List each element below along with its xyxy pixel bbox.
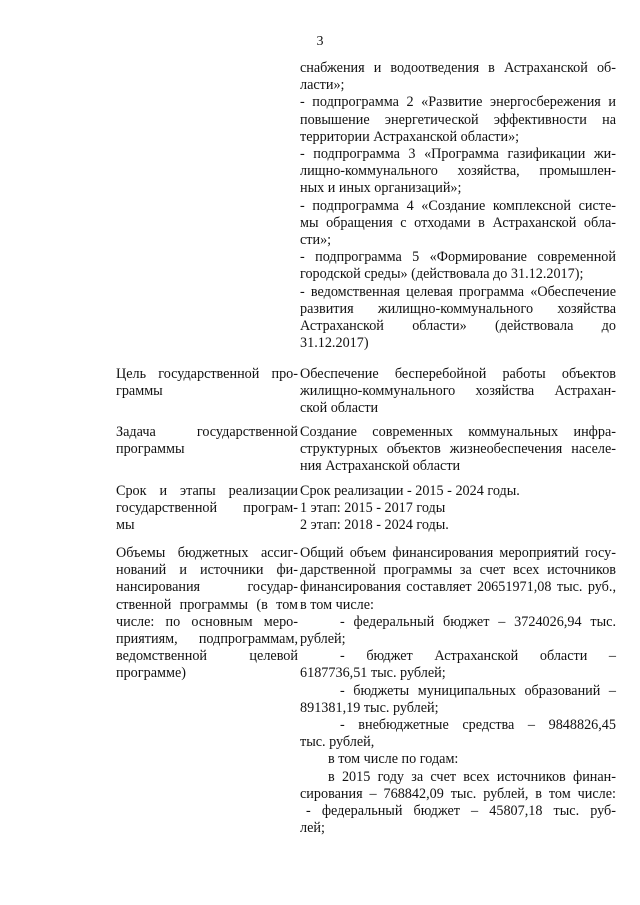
text-line: - федеральный бюджет – 45807,18 тыс. руб- bbox=[306, 803, 616, 820]
term-label bbox=[116, 483, 298, 535]
text-line: - ведомственная целевая программа «Обеспечение bbox=[300, 283, 616, 300]
text-line: Создание современных коммунальных инфра- bbox=[300, 424, 616, 440]
text-line: ственной программы (в том bbox=[116, 596, 298, 613]
text-line: - подпрограмма 5 «Формирование современной bbox=[300, 249, 616, 266]
text-line: сти»; bbox=[300, 232, 332, 249]
goal-label bbox=[116, 366, 298, 400]
text-line: 1 этап: 2015 - 2017 годы bbox=[300, 500, 446, 517]
text-line: сирования – 768842,09 тыс. рублей, в том числе: bbox=[300, 785, 616, 802]
text-line: граммы bbox=[116, 383, 163, 400]
text-line: приятиям, подпрограммам, bbox=[116, 631, 298, 648]
text-line: числе: по основным меро- bbox=[116, 613, 298, 630]
text-line: дарственной программы за счет всех источников bbox=[300, 562, 616, 579]
text-line: 2 этап: 2018 - 2024 годы. bbox=[300, 517, 449, 534]
text-line: нований и источники фи- bbox=[116, 562, 298, 579]
text-line: - подпрограмма 2 «Развитие энергосбережения и bbox=[300, 94, 616, 111]
text-line: ведомственной целевой bbox=[116, 648, 298, 665]
text-line: мы обращения с отходами в Астраханской обла- bbox=[300, 214, 616, 231]
text-line: в том числе: bbox=[300, 596, 374, 613]
text-line: структурных объектов жизнеобеспечения населе- bbox=[300, 441, 616, 458]
task-label bbox=[116, 424, 298, 458]
text-line: программе) bbox=[116, 665, 186, 682]
text-line: Общий объем финансирования мероприятий госу- bbox=[300, 545, 616, 561]
text-line: - подпрограмма 4 «Создание комплексной систе- bbox=[300, 197, 616, 214]
text-line: развития жилищно-коммунального хозяйства bbox=[300, 300, 616, 317]
term-value bbox=[300, 483, 616, 535]
text-line: 31.12.2017) bbox=[300, 335, 369, 352]
text-line: - подпрограмма 3 «Программа газификации жи- bbox=[300, 146, 616, 163]
text-line: - бюджеты муниципальных образований – bbox=[340, 682, 616, 699]
text-line: - федеральный бюджет – 3724026,94 тыс. bbox=[340, 613, 616, 630]
text-line: ния Астраханской области bbox=[300, 458, 461, 475]
text-line: программы bbox=[116, 441, 185, 458]
text-line: в том числе по годам: bbox=[328, 751, 459, 768]
text-line: финансирования составляет 20651971,08 тыс. руб., bbox=[300, 579, 616, 596]
text-line: Срок реализации - 2015 - 2024 годы. bbox=[300, 483, 520, 499]
text-line: Обеспечение бесперебойной работы объектов bbox=[300, 366, 616, 382]
text-line: лищно-коммунального хозяйства, промышлен- bbox=[300, 163, 616, 180]
subprograms-list bbox=[300, 60, 616, 352]
text-line: Цель государственной про- bbox=[116, 366, 298, 382]
text-line: Задача государственной bbox=[116, 424, 298, 440]
text-line: тыс. рублей, bbox=[300, 734, 375, 751]
funding-value bbox=[300, 545, 616, 837]
text-line: ных и иных организаций»; bbox=[300, 180, 462, 197]
text-line: рублей; bbox=[300, 631, 346, 648]
text-line: 891381,19 тыс. рублей; bbox=[300, 699, 439, 716]
page-number: 3 bbox=[316, 34, 324, 49]
text-line: - бюджет Астраханской области – bbox=[340, 648, 616, 665]
text-line: 6187736,51 тыс. рублей; bbox=[300, 665, 446, 682]
text-line: городской среды» (действовала до 31.12.2017); bbox=[300, 266, 584, 283]
text-line: Срок и этапы реализации bbox=[116, 483, 298, 499]
text-line: жилищно-коммунального хозяйства Астрахан- bbox=[300, 383, 616, 400]
text-line: мы bbox=[116, 517, 135, 534]
text-line: ской области bbox=[300, 400, 379, 417]
text-line: - внебюджетные средства – 9848826,45 bbox=[340, 717, 616, 734]
text-line: государственной програм- bbox=[116, 500, 298, 517]
task-value bbox=[300, 424, 616, 476]
text-line: лей; bbox=[300, 820, 325, 837]
text-line: повышение энергетической эффективности на bbox=[300, 111, 616, 128]
text-line: Астраханской области» (действовала до bbox=[300, 318, 616, 335]
text-line: ласти»; bbox=[300, 77, 345, 94]
text-line: Объемы бюджетных ассиг- bbox=[116, 545, 298, 561]
goal-value bbox=[300, 366, 616, 418]
text-line: территории Астраханской области»; bbox=[300, 128, 520, 145]
funding-label bbox=[116, 545, 298, 683]
text-line: снабжения и водоотведения в Астраханской об- bbox=[300, 60, 616, 76]
text-line: в 2015 году за счет всех источников финан- bbox=[328, 768, 616, 785]
text-line: нансирования государ- bbox=[116, 579, 298, 596]
